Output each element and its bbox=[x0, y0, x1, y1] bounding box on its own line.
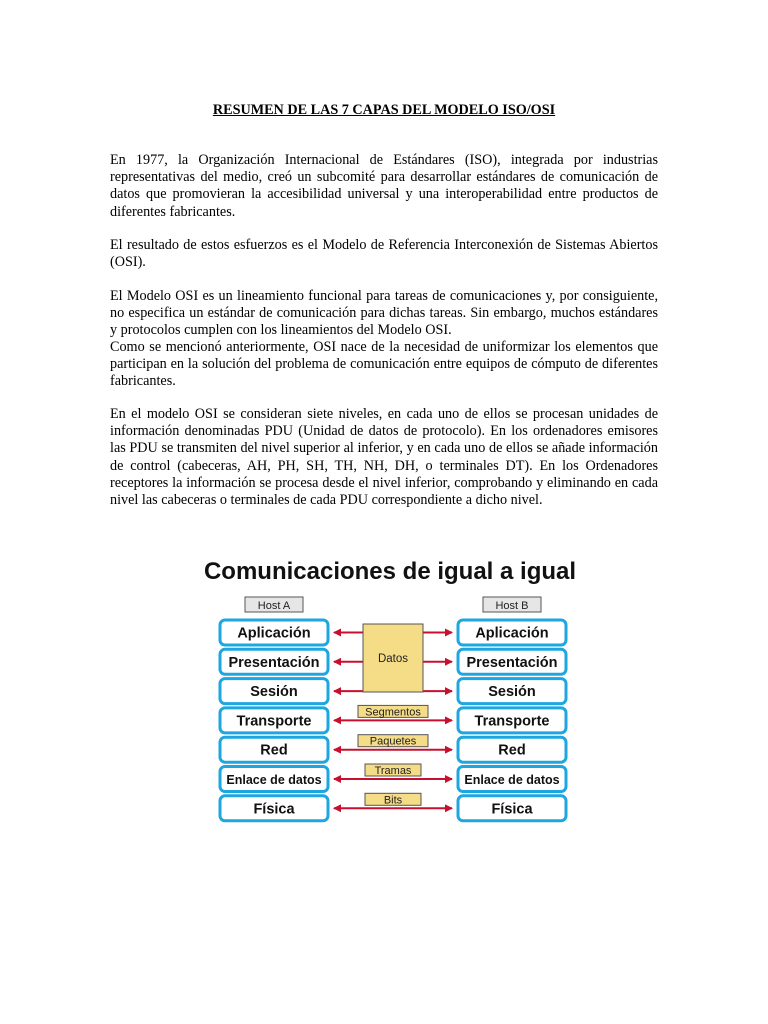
host-b-text: Host B bbox=[495, 600, 529, 612]
layer-box-a-1 bbox=[220, 620, 328, 645]
pdu-datos-text: Datos bbox=[377, 653, 409, 665]
layer-box-b-4 bbox=[458, 708, 566, 733]
layer-box-b-5 bbox=[458, 737, 566, 762]
host-b-label bbox=[483, 597, 541, 612]
layer-label-b-3: Sesión bbox=[488, 684, 536, 701]
layer-label-b-1: Aplicación bbox=[475, 625, 549, 642]
pdu-tramas-text: Tramas bbox=[374, 765, 412, 777]
layer-box-b-6 bbox=[458, 767, 566, 792]
layer-label-a-3: Sesión bbox=[250, 684, 298, 701]
pdu-segmentos bbox=[358, 705, 428, 718]
pdu-bits-text: Bits bbox=[383, 794, 403, 807]
layer-box-b-2 bbox=[458, 649, 566, 674]
layer-box-a-7 bbox=[220, 796, 328, 821]
paragraph-osi-levels: En el modelo OSI se consideran siete niveles, en cada uno de ellos se procesan unidades de información denominadas PDU (Unidad de datos de protocolo). En los ordenadores emisores las PDU se transmiten del nivel superior al inferior, y en cada uno de ellos se añade información de control (cabeceras, AH, PH, SH, TH, NH, DH, o terminales DT). En los Ordenadores receptores la información se procesa desde el nivel inferior, comprobando y eliminando en cada nivel las cabeceras o terminales de cada PDU correspondiente a dicho nivel. bbox=[110, 406, 658, 509]
host-a-label bbox=[245, 597, 303, 612]
host-a-text: Host A bbox=[257, 600, 291, 612]
pdu-datos bbox=[363, 624, 423, 692]
layer-label-a-6: Enlace de datos bbox=[226, 773, 322, 787]
layer-label-a-7: Física bbox=[253, 801, 295, 818]
document-title: RESUMEN DE LAS 7 CAPAS DEL MODELO ISO/OSI bbox=[212, 102, 556, 118]
layer-label-b-4: Transporte bbox=[474, 713, 550, 730]
paragraph-iso-history: En 1977, la Organización Internacional de Estándares (ISO), integrada por industrias representativas del medio, creó un subcomité para desarrollar estándares de comunicación de datos que promovieran la accesibilidad universal y una interoperabilidad entre productos de diferentes fabricantes. bbox=[110, 152, 658, 220]
pdu-paquetes bbox=[358, 735, 428, 748]
layer-label-b-5: Red bbox=[498, 742, 526, 759]
layer-label-b-2: Presentación bbox=[466, 654, 558, 671]
layer-label-a-2: Presentación bbox=[228, 654, 320, 671]
layer-box-a-6 bbox=[220, 767, 328, 792]
layer-label-a-4: Transporte bbox=[236, 713, 312, 730]
pdu-bits bbox=[365, 793, 421, 806]
layer-label-b-6: Enlace de datos bbox=[464, 773, 560, 787]
layer-box-a-5 bbox=[220, 737, 328, 762]
layer-box-b-7 bbox=[458, 796, 566, 821]
paragraph-osi-guideline: El Modelo OSI es un lineamiento funcional para tareas de comunicaciones y, por consiguiente, no especifica un estándar de comunicación para dichas tareas. Sin embargo, muchos estándares y protocolos cumplen con los lineamientos del Modelo OSI. bbox=[110, 288, 658, 339]
layer-label-a-1: Aplicación bbox=[237, 625, 311, 642]
layer-box-a-3 bbox=[220, 679, 328, 704]
paragraph-osi-origin: Como se mencionó anteriormente, OSI nace de la necesidad de uniformizar los elementos que participan en la solución del problema de comunicación entre equipos de cómputo de diferentes fabricantes. bbox=[110, 339, 658, 390]
layer-label-b-7: Física bbox=[491, 801, 533, 818]
layer-label-a-5: Red bbox=[260, 742, 288, 759]
layer-box-a-2 bbox=[220, 649, 328, 674]
layer-box-b-1 bbox=[458, 620, 566, 645]
pdu-paquetes-text: Paquetes bbox=[369, 735, 417, 748]
layer-box-a-4 bbox=[220, 708, 328, 733]
diagram-title: Comunicaciones de igual a igual bbox=[203, 558, 577, 585]
pdu-segmentos-text: Segmentos bbox=[365, 706, 421, 719]
layer-box-b-3 bbox=[458, 679, 566, 704]
paragraph-osi-result: El resultado de estos esfuerzos es el Modelo de Referencia Interconexión de Sistemas Abiertos (OSI). bbox=[110, 237, 658, 271]
pdu-tramas bbox=[365, 764, 421, 777]
